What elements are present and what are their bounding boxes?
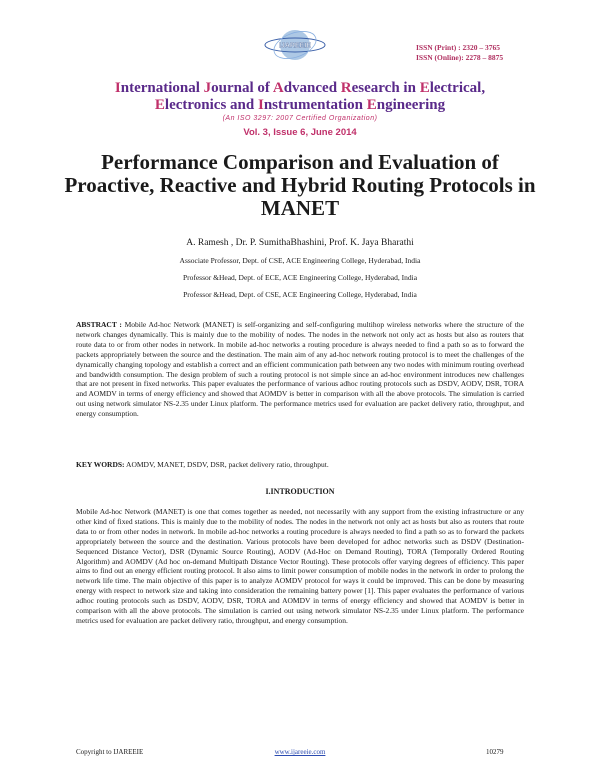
paper-title: Performance Comparison and Evaluation of Proactive, Reactive and Hybrid Routing Protocols in MANET — [64, 150, 536, 220]
journal-logo — [263, 28, 327, 62]
abstract-text: Mobile Ad-hoc Network (MANET) is self-organizing and self-configuring multihop wireless networks where the structure of the network changes dynamically. This is mainly due to the mobility of nodes. The nodes in the network not only act as hosts but also as routers that route data to or from other nodes in network. In mobile ad-hoc networks a routing procedure is always needed to find a path so as to forward the packets appropriately between the source and the destination. The main aim of any ad-hoc network routing protocol is to meet the challenges of the dynamically changing topology and establish a correct and an efficient communication path between any two nodes with minimum routing overhead and bandwidth consumption. The design problem of such a routing protocol is not simple since an ad-hoc environment introduces new challenges that are not present in fixed networks. This paper evaluates the performance of various adhoc routing protocols such as DSDV, AODV, DSR, TORA and AOMDV in terms of energy efficiency and showed that AOMDV is better in comparison with all the above protocols. The simulation is carried out using network simulator NS-2.35 under Linux platform. The performance metrics used for evaluation are packet delivery ratio, throughput, and energy consumption. — [76, 320, 524, 419]
affiliation-3: Professor &Head, Dept. of CSE, ACE Engineering College, Hyderabad, India — [183, 290, 417, 299]
volume-issue: Vol. 3, Issue 6, June 2014 — [243, 127, 357, 138]
journal-word: nternational — [120, 80, 204, 96]
journal-word: ournal of — [211, 80, 273, 96]
journal-initial: I — [257, 97, 264, 113]
journal-word: dvanced — [283, 80, 341, 96]
keywords — [76, 460, 524, 470]
journal-word: lectronics and — [164, 97, 258, 113]
journal-initial: E — [419, 80, 430, 96]
issn-block — [416, 43, 503, 63]
logo-text: IJAREEIE — [279, 42, 311, 50]
journal-initial: E — [154, 97, 165, 113]
introduction-paragraph: Mobile Ad-hoc Network (MANET) is one that comes together as needed, not necessarily with any support from the existing infrastructure or any other kind of fixed stations. This is mainly due to the mobility of nodes. The nodes in the network not only act as hosts but also as routers that route data to or from other nodes in network. In mobile ad-hoc networks a routing procedure is always needed to find a path so as to forward the packets appropriately between the source and the destination. Various protocols have been developed for adhoc networks such as DSDV (Destination-Sequenced Distance Vector), DSR (Dynamic Source Routing), AODV (Ad-Hoc on Demand Routing), TORA (Temporally Ordered Routing Algorithm) and AOMDV (Ad hoc on-demand Multipath Distance Vector Routing). These protocols offer varying degrees of efficiency. This paper aims to find out an energy efficient routing protocol. It also aims to limit power consumption of mobile nodes in the network in order to prolong the network life time. The main objective of this paper is to analyze AOMDV protocol for ways it could be improved. This can be done by measuring energy with respect to network size and taking into consideration the remaining battery power [1]. This paper evaluates the performance of various adhoc routing protocols such as DSDV, AODV, DSR, TORA and AOMDV in terms of energy efficiency and showed that AOMDV is better in comparison with all the above protocols. The simulation is carried out using network simulator NS-2.35 under Linux platform. The performance metrics used for evaluation are packet delivery ratio, throughput, and energy consumption. — [76, 507, 524, 625]
journal-name-line2 — [0, 97, 600, 114]
journal-initial: J — [203, 80, 212, 96]
journal-name — [0, 80, 600, 114]
section-heading-introduction: I.INTRODUCTION — [265, 487, 335, 496]
issn-print: ISSN (Print) : 2320 – 3765 — [416, 43, 500, 52]
issn-online: ISSN (Online): 2278 – 8875 — [416, 53, 504, 62]
journal-initial: I — [114, 80, 121, 96]
journal-word: ngineering — [376, 97, 446, 113]
footer-copyright: Copyright to IJAREEIE — [76, 748, 144, 756]
abstract-label: ABSTRACT : — [76, 320, 122, 329]
journal-word: esearch in — [351, 80, 420, 96]
journal-initial: E — [366, 97, 377, 113]
keywords-label: KEY WORDS: — [76, 460, 125, 469]
journal-word: nstrumentation — [263, 97, 367, 113]
iso-certification: (An ISO 3297: 2007 Certified Organization) — [222, 115, 378, 122]
abstract — [76, 320, 524, 419]
paper-authors: A. Ramesh , Dr. P. SumithaBhashini, Prof. K. Jaya Bharathi — [186, 238, 414, 248]
footer-url-link[interactable]: www.ijareeie.com — [274, 748, 326, 756]
affiliation-2: Professor &Head, Dept. of ECE, ACE Engineering College, Hyderabad, India — [182, 273, 418, 282]
keywords-text: AOMDV, MANET, DSDV, DSR, packet delivery ratio, throughput. — [126, 460, 329, 469]
affiliation-1: Associate Professor, Dept. of CSE, ACE Engineering College, Hyderabad, India — [179, 256, 421, 265]
journal-initial: R — [340, 80, 352, 96]
journal-word: lectrical, — [429, 80, 486, 96]
journal-name-line1 — [0, 80, 600, 97]
journal-initial: A — [272, 80, 284, 96]
footer-page-number: 10279 — [486, 748, 504, 756]
